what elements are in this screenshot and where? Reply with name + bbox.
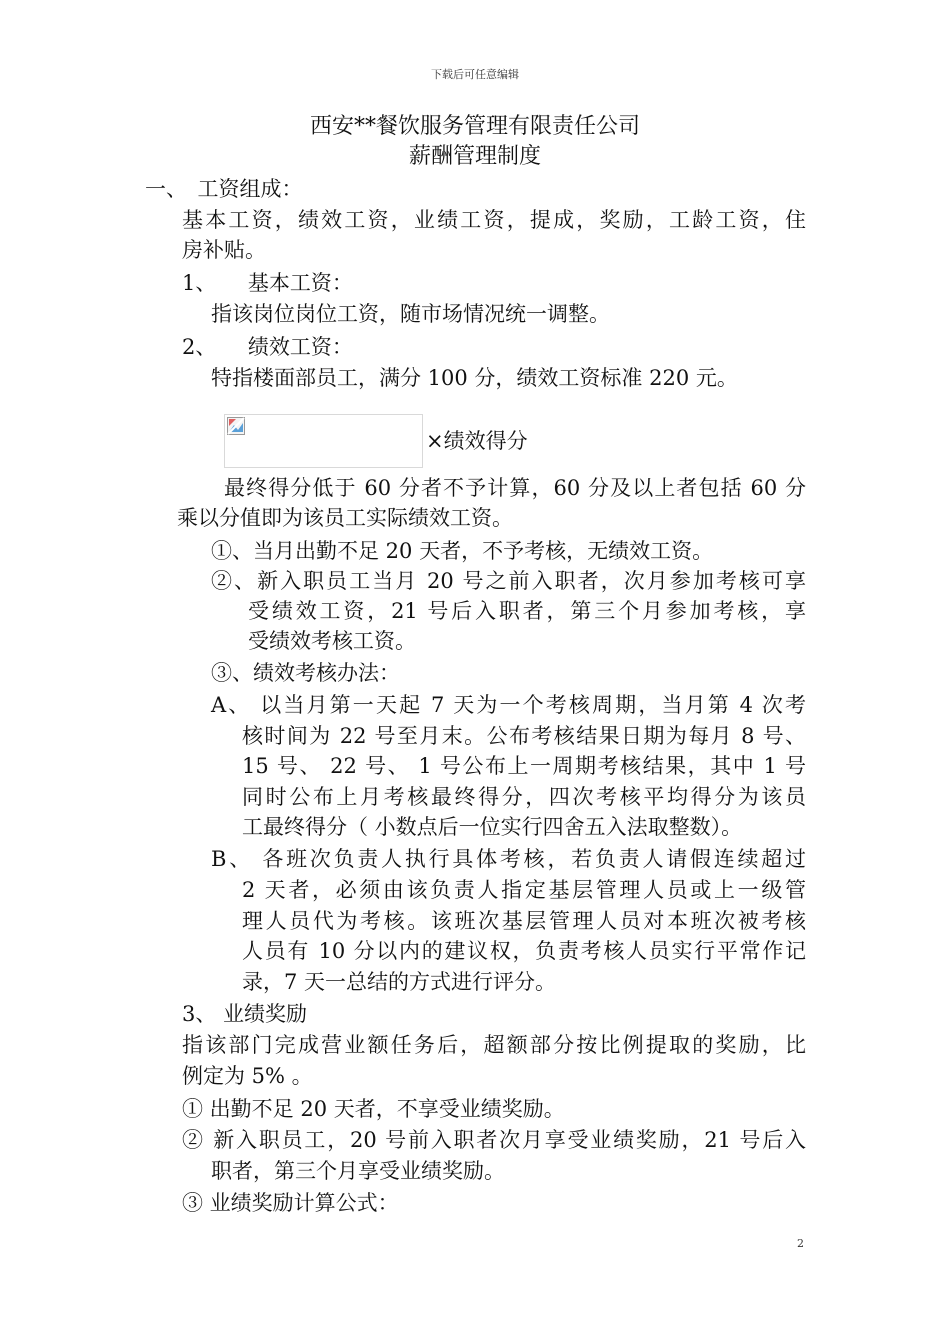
- list-item: ③、绩效考核办法：: [211, 661, 400, 685]
- subsection-heading: 3、 业绩奖励: [182, 1002, 308, 1026]
- paragraph-line: 例定为 5% 。: [182, 1064, 313, 1088]
- broken-image-icon: [227, 417, 245, 435]
- list-item-continuation: 2 天者，必须由该负责人指定基层管理人员或上一级管: [242, 878, 806, 902]
- page-number: 2: [797, 1237, 804, 1250]
- page-header: 下载后可任意编辑: [431, 68, 519, 81]
- list-item: ② 新入职员工，20 号前入职者次月享受业绩奖励，21 号后入: [182, 1128, 806, 1152]
- formula-suffix: ×绩效得分: [426, 429, 528, 453]
- list-item: ②、新入职员工当月 20 号之前入职者，次月参加考核可享: [211, 569, 806, 593]
- paragraph-line: 特指楼面部员工，满分 100 分，绩效工资标准 220 元。: [211, 366, 738, 390]
- list-item: ① 出勤不足 20 天者，不享受业绩奖励。: [182, 1097, 565, 1121]
- list-item-continuation: 录，7 天一总结的方式进行评分。: [242, 970, 557, 994]
- list-item-continuation: 受绩效考核工资。: [248, 629, 416, 653]
- list-item-continuation: 职者，第三个月享受业绩奖励。: [211, 1159, 505, 1183]
- list-item: ③ 业绩奖励计算公式：: [182, 1191, 399, 1215]
- list-item-continuation: 工最终得分（ 小数点后一位实行四舍五入法取整数）。: [242, 815, 743, 839]
- paragraph-line: 指该岗位岗位工资，随市场情况统一调整。: [211, 302, 610, 326]
- paragraph-line: 最终得分低于 60 分者不予计算，60 分及以上者包括 60 分: [224, 476, 806, 500]
- list-item: ①、当月出勤不足 20 天者，不予考核，无绩效工资。: [211, 539, 714, 563]
- paragraph-line: 基本工资，绩效工资，业绩工资，提成，奖励，工龄工资，住: [182, 208, 806, 232]
- paragraph-line: 房补贴。: [182, 238, 266, 262]
- subsection-heading: 1、 基本工资：: [182, 271, 353, 295]
- list-item-continuation: 15 号、 22 号、 1 号公布上一周期考核结果，其中 1 号: [242, 754, 806, 778]
- subsection-heading: 2、 绩效工资：: [182, 335, 353, 359]
- list-item-continuation: 理人员代为考核。该班次基层管理人员对本班次被考核: [242, 909, 806, 933]
- list-item: A、 以当月第一天起 7 天为一个考核周期，当月第 4 次考: [211, 693, 806, 717]
- list-item-continuation: 同时公布上月考核最终得分，四次考核平均得分为该员: [242, 785, 806, 809]
- list-item-continuation: 人员有 10 分以内的建议权，负责考核人员实行平常作记: [242, 939, 806, 963]
- list-item-continuation: 核时间为 22 号至月末。公布考核结果日期为每月 8 号、: [242, 724, 806, 748]
- document-title: 西安**餐饮服务管理有限责任公司: [309, 114, 640, 139]
- section-heading: 一、 工资组成：: [145, 177, 303, 201]
- list-item: B、 各班次负责人执行具体考核，若负责人请假连续超过: [211, 847, 806, 871]
- formula-image-placeholder: [224, 414, 423, 468]
- paragraph-line: 指该部门完成营业额任务后，超额部分按比例提取的奖励，比: [182, 1033, 806, 1057]
- list-item-continuation: 受绩效工资，21 号后入职者，第三个月参加考核，享: [248, 599, 806, 623]
- paragraph-line: 乘以分值即为该员工实际绩效工资。: [177, 506, 513, 530]
- document-subtitle: 薪酬管理制度: [408, 144, 541, 169]
